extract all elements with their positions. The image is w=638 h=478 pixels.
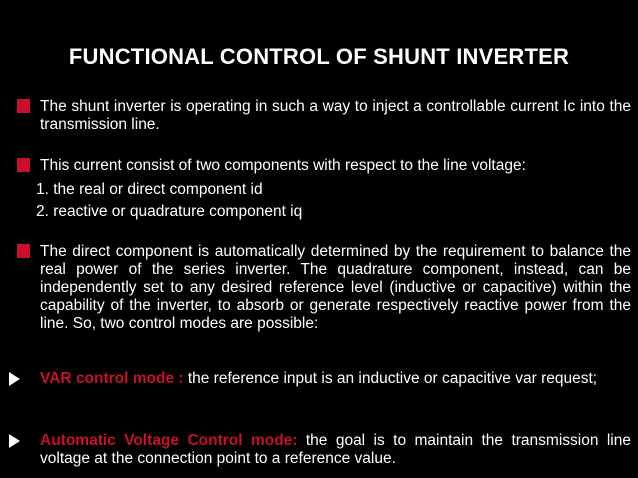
arrow-bullet-icon: [9, 434, 20, 448]
var-control-mode-label: VAR control mode :: [40, 370, 188, 387]
voltage-control-mode-text: the goal is to maintain the transmission line voltage at the connection point to a reference value.: [40, 432, 631, 467]
voltage-control-mode-item: [40, 432, 631, 468]
square-bullet-icon: [17, 158, 30, 172]
list-item-real-component: 1. the real or direct component id: [36, 181, 263, 198]
arrow-bullet-icon: [9, 372, 20, 386]
paragraph-injection: The shunt inverter is operating in such a way to inject a controllable current Ic into the transmission line.: [40, 98, 631, 133]
paragraph-direct-component: The direct component is automatically determined by the requirement to balance the real power of the series inverter. The quadrature component, instead, can be independently set to any desired reference level (inductive or capacitive) within the capability of the inverter, to absorb or generate respectively reactive power from the line. So, two control modes are possible:: [40, 243, 631, 332]
list-item-reactive-component: 2. reactive or quadrature component iq: [36, 203, 303, 220]
paragraph-components: This current consist of two components with respect to the line voltage:: [40, 157, 526, 174]
voltage-control-mode-label: Automatic Voltage Control mode:: [40, 432, 298, 449]
slide-title: FUNCTIONAL CONTROL OF SHUNT INVERTER: [68, 44, 570, 69]
square-bullet-icon: [17, 99, 30, 113]
var-control-mode-text: the reference input is an inductive or capacitive var request;: [187, 370, 598, 387]
var-control-mode-item: [40, 370, 631, 388]
square-bullet-icon: [17, 244, 30, 258]
